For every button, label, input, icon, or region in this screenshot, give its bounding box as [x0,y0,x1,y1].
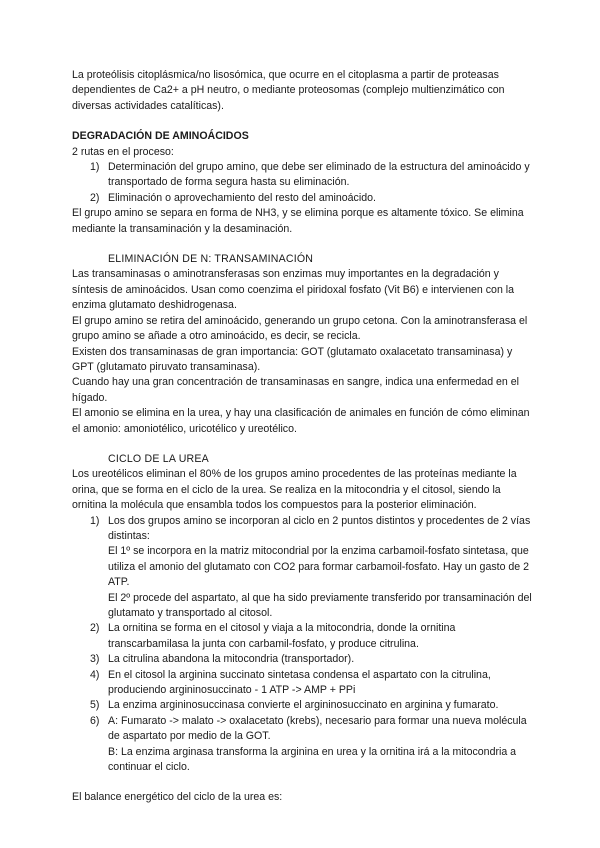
section-title-degradacion: DEGRADACIÓN DE AMINOÁCIDOS [72,130,249,143]
paragraph: Las transaminasas o aminotransferasas son enzimas muy importantes en la degradación y síntesis de aminoácidos. Usan como coenzima el piridoxal fosfato (Vit B6) e intervienen con la enzima glutamato deshidrogenasa. [72,268,515,312]
list-item [72,191,534,206]
list-text: Eliminación o aprovechamiento del resto del aminoácido. [108,191,376,204]
intro-paragraph: La proteólisis citoplásmica/no lisosómica, que ocurre en el citoplasma a partir de proteasas dependientes de Ca2+ a pH neutro, o mediante proteosomas (complejo multienzimático con diversas actividades catalíticas). [72,69,505,112]
balance-paragraph: El balance energético del ciclo de la urea es: [72,791,283,804]
list-text: B: La enzima arginasa transforma la arginina en urea y la ornitina irá a la mitocondria a continuar el ciclo. [108,745,517,774]
list-number: 5) [90,699,100,712]
list-text: La enzima argininosuccinasa convierte el argininosuccinato en arginina y fumarato. [108,699,499,712]
list-text: Los dos grupos amino se incorporan al ciclo en 2 puntos distintos y procedentes de 2 vías distintas: [108,514,531,542]
document-page [72,68,534,806]
paragraph: El grupo amino se retira del aminoácido, generando un grupo cetona. Con la aminotransferasa el grupo amino se añade a otro aminoácido, es decir, se recicla. [72,314,528,343]
section-title-transaminacion: ELIMINACIÓN DE N: TRANSAMINACIÓN [108,253,314,266]
list-number: 4) [90,668,100,681]
degradacion-lead: 2 rutas en el proceso: [72,145,174,158]
list-item [72,652,534,667]
list-item [72,714,534,776]
paragraph: El amonio se elimina en la urea, y hay una clasificación de animales en función de cómo eliminan el amonio: amoniotélico, uricotélico y ureotélico. [72,407,530,435]
list-item [72,514,534,622]
list-text: El 1º se incorpora en la matriz mitocondrial por la enzima carbamoil-fosfato sintetasa, que utiliza el amonio del glutamato con CO2 para formar carbamoil-fosfato. Hay un gasto de 2 ATP. [108,545,530,589]
list-number: 3) [90,653,100,666]
list-number: 2) [90,622,100,635]
list-number: 6) [90,714,100,727]
degradacion-closing: El grupo amino se separa en forma de NH3, y se elimina porque es altamente tóxico. Se elimina mediante la transaminación y la desaminación. [72,207,524,235]
list-item [72,621,534,652]
paragraph: Cuando hay una gran concentración de transaminasas en sangre, indica una enfermedad en el hígado. [72,376,520,404]
degradacion-list [72,160,534,206]
list-text: La ornitina se forma en el citosol y viaja a la mitocondria, donde la ornitina transcarbamilasa la junta con carbamil-fosfato, y produce citrulina. [108,622,456,650]
list-item [72,668,534,699]
list-number: 1) [90,514,100,527]
list-text: En el citosol la arginina succinato sintetasa condensa el aspartato con la citrulina, produciendo argininosuccinato - 1 ATP -> AMP + PPi [108,668,491,697]
list-text: La citrulina abandona la mitocondria (transportador). [108,653,355,666]
paragraph: Existen dos transaminasas de gran importancia: GOT (glutamato oxalacetato transaminasa) y GPT (glutamato piruvato transaminasa). [72,345,513,373]
list-number: 1) [90,161,100,174]
urea-lead: Los ureotélicos eliminan el 80% de los grupos amino procedentes de las proteínas mediante la orina, que se forma en el ciclo de la urea. Se realiza en la mitocondria y el citosol, siendo la ornitina la molécula que ensambla todos los compuestos para la posterior eliminación. [72,468,517,512]
section-title-urea: CICLO DE LA UREA [108,452,209,465]
list-item [72,160,534,191]
list-text: El 2º procede del aspartato, al que ha sido previamente transferido por transaminación del glutamato y transportado al citosol. [108,591,532,619]
list-text: A: Fumarato -> malato -> oxalacetato (krebs), necesario para formar una nueva molécula de aspartato por medio de la GOT. [108,714,527,743]
list-text: Determinación del grupo amino, que debe ser eliminado de la estructura del aminoácido y transportado de forma segura hasta su eliminación. [108,161,530,189]
list-number: 2) [90,191,100,204]
list-item [72,698,534,713]
urea-list [72,514,534,776]
